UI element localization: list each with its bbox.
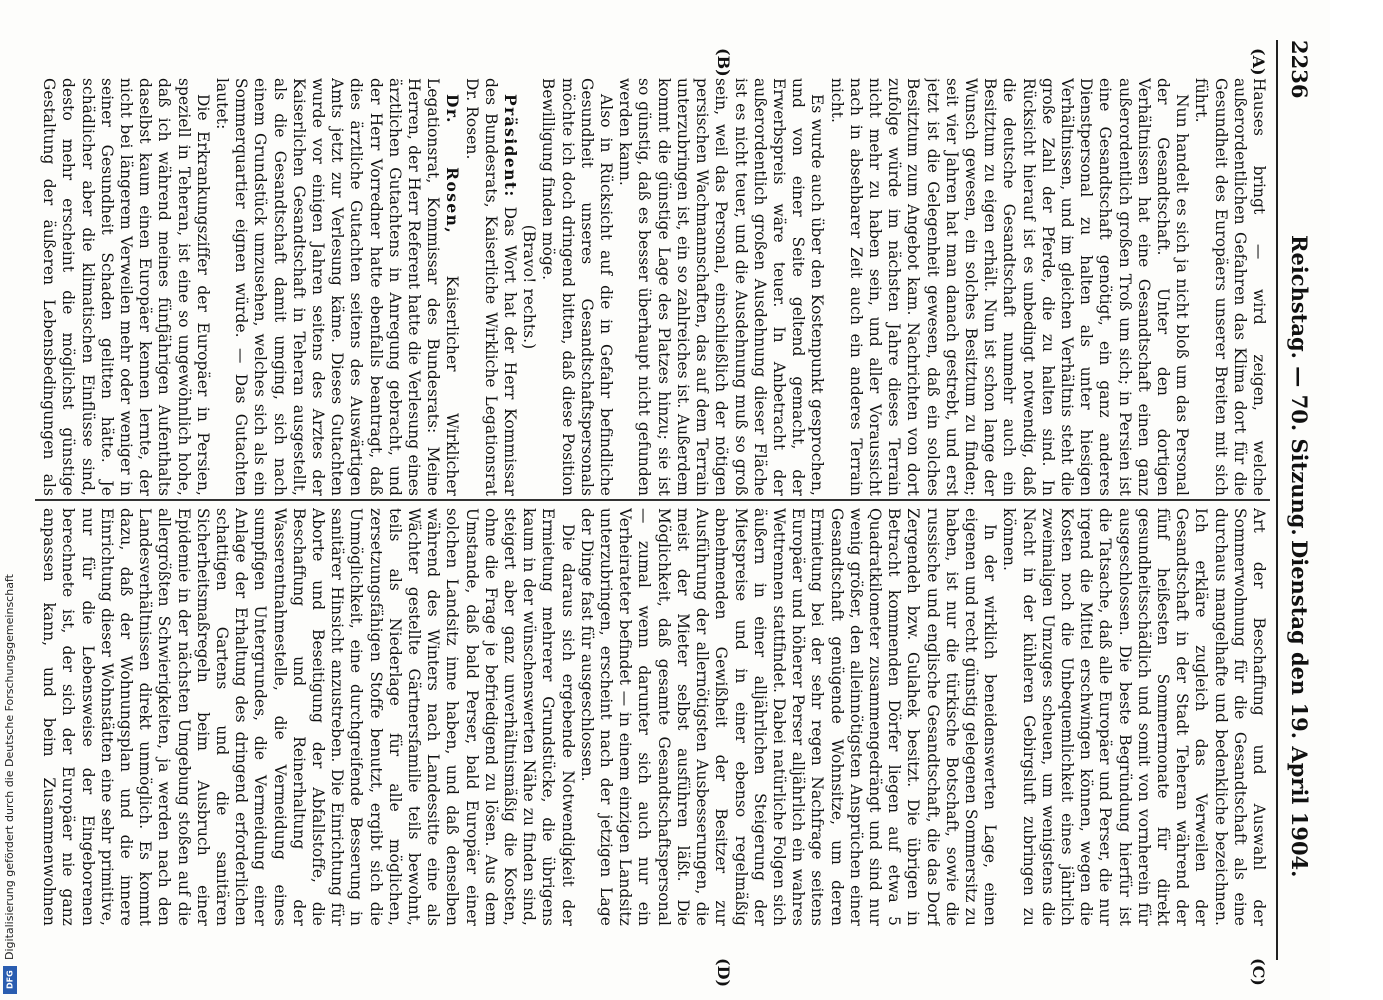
- margin-marker-d: (D): [714, 958, 733, 988]
- footer-credit-text: Digitalisierung gefördert durch die Deutsche Forschungsgemeinschaft: [3, 574, 16, 960]
- paragraph: Hauses bringt — wird zeigen, welche außerordentlichen Gefahren das Klima dort für die Gesundheit des Europäers unserer Breiten mit sich führt.: [1192, 78, 1268, 496]
- page-number: 2236: [1287, 40, 1312, 99]
- paragraph: Die daraus sich ergebende Notwendigkeit der Ermietung mehrerer Grundstücke, die übrigens kaum in der wünschenswerten Nähe zu finden sind, steigert aber ganz unverhältnismäßig die Kosten, ohne die Frage je befriedigend zu lösen. Aus dem Umstande, daß bald Perser, bald Europäer einer solchen Landsitz inne haben, und daß denselben während des Winters nach Landessitte eine als Wächter gestellte Gärtnersfamilie teils bewohnt, teils als Niederlage für alle möglichen, zersetzungsfähigen Stoffe benutzt, ergibt sich die Unmöglichkeit, eine durchgreifende Besserung in sanitärer Hinsicht anzustreben. Die Einrichtung für Aborte und Beseitigung der Abfallstoffe, die Beschaffung und Reinerhaltung der Wasserentnahmestelle, die Vermeidung eines sumpfigen Untergrundes, die Vermeidung einer Anlage der Erhaltung des dringend erforderlichen schattigen Gartens und die sanitären Sicherheitsmaßregeln beim Ausbruch einer Epidemie in der nächsten Umgebung stoßen auf die allergrößten Schwierigkeiten, ja werden nach den Landesverhältnissen direkt unmöglich. Es kommt dazu, daß der Wohnungsplan und die innere Einrichtung dieser Wohnstätten eine sehr primitive, nur für die Lebensweise der Eingeborenen berechnete ist, der sich der Europäer nie ganz anpassen kann, und beim Zusammenwohnen: [40, 508, 577, 926]
- paragraph-text: Kaiserlicher Wirklicher Legationsrat, Kommissar des Bundesrats: Meine Herren, der Herr Referent hatte die Verlesung eines ärztlichen Gutachtens in Anregung gebracht, und der Herr Vorredner hatte ebenfalls beantragt, daß dies ärztliche Gutachten seitens des Auswärtigen Amts jetzt zur Verlesung käme. Dieses Gutachten wurde vor einigen Jahren seitens des Arztes der Kaiserlichen Gesandtschaft in Teheran ausgestellt, als die Gesandtschaft damit umging, sich nach einem Grundstück umzusehen, welches sich als ein Sommerquartier eignen würde. — Das Gutachten lautet:: [213, 78, 462, 496]
- paragraph: Es wurde auch über den Kostenpunkt gesprochen, und von einer Seite geltend gemacht, der Erwerbspreis wäre teuer. In Anbetracht der außerordentlich großen Ausdehnung dieser Fläche ist es nicht teuer, und die Ausdehnung muß so groß sein, weil das Personal, einschließlich der nötigen persischen Wachmannschaften, das auf dem Terrain unterzubringen ist, ein so zahlreiches ist. Außerdem kommt die günstige Lage des Platzes hinzu; sie ist so günstig, daß es besser überhaupt nicht gefunden werden kann.: [616, 78, 827, 496]
- paragraph: In der wirklich beneidenswerten Lage, einen eigenen und recht günstig gelegenen Sommersitz zu haben, ist nur die türkische Botschaft, sowie die russische und englische Gesandtschaft, die das Dorf Zergendeh bzw. Gulahek besitzt. Die übrigen in Betracht kommenden Dörfer liegen auf etwa 5 Quadratkilometer zusammengedrängt und sind nur wenig größer, den alleinnötigsten Ansprüchen einer Gesandtschaft genügende Wohnsitze, um deren Ermietung bei der sehr regen Nachfrage seitens Europäer und höherer Perser alljährlich ein wahres Wettrennen stattfindet. Dabei natürliche Folgen sich äußern in einer alljährlichen Steigerung der Mietspreise und in einer ebenso regelmäßig abnehmenden Gewißheit der Besitzer zur Ausführung der allernötigsten Ausbesserungen, die meist der Mieter selbst ausführen läßt. Die Möglichkeit, daß gesamte Gesandtschaftspersonal — zumal wenn darunter sich auch nur ein Verheirateter befindet — in einem einzigen Landsitz unterzubringen, erscheint nach der jetzigen Lage der Dinge fast für ausgeschlossen.: [577, 508, 1000, 926]
- page-date: Dienstag den 19. April 1904.: [1287, 540, 1312, 878]
- page-title: Reichstag. — 70. Sitzung.: [1287, 235, 1312, 536]
- paragraph: Art der Beschaffung und Auswahl der Sommerwohnung für die Gesandtschaft als eine durchaus mangelhafte und bedenkliche bezeichnen. Ich erkläre zugleich das Verweilen der Gesandtschaft in der Stadt Teheran während der fünf heißesten Sommermonate für direkt gesundheitsschädlich und somit von vornherein für ausgeschlossen. Die beste Begründung hierfür ist die Tatsache, daß alle Europäer und Perser, die nur irgend die Mittel erschwingen können, wegen die Kosten noch die Unbequemlichkeit eines jährlich zweimaligen Umzuges scheuen, um wenigstens die Nacht in der kühleren Gebirgsluft zubringen zu können.: [1000, 508, 1268, 926]
- margin-marker-b: (B): [714, 48, 733, 77]
- speaker-name: Präsident:: [501, 94, 520, 198]
- left-column: [38, 78, 1268, 496]
- margin-marker-a: (A): [1249, 48, 1268, 76]
- footer-credit: [0, 0, 20, 1000]
- paragraph-text: Das Wort hat der Herr Kommissar des Bundesrats, Kaiserliche Wirkliche Legationsrat Dr. Rosen.: [462, 78, 520, 496]
- applause-note: (Bravo! rechts.): [520, 224, 539, 350]
- page-header: [1280, 40, 1312, 960]
- paragraph: Also in Rücksicht auf die in Gefahr befindliche Gesundheit unseres Gesandtschaftspersonals möchte ich doch dringend bitten, daß diese Position Bewilligung finden möge.: [539, 78, 616, 496]
- column-divider: [35, 499, 1270, 501]
- paragraph: Die Erkrankungsziffer der Europäer in Persien, speziell in Teheran, ist eine so ungewöhnlich hohe, daß ich während meines fünfjährigen Aufenthalts daselbst kaum einen Europäer kennen lernte, der nicht bei längerem Verweilen mehr oder weniger in seiner Gesundheit Schaden gelitten hätte. Je schädlicher aber die klimatischen Einflüsse sind, desto mehr erscheint die möglichst günstige Gestaltung der äußeren Lebensbedingungen als: [40, 78, 212, 496]
- margin-marker-c: (C): [1249, 958, 1268, 986]
- paragraph: Nun handelt es sich ja nicht bloß um das Personal der Gesandtschaft. Unter den dortigen Verhältnissen hat eine Gesandtschaft einen ganz außerordentlich großen Troß um sich; in Persien ist eine Gesandtschaft genötigt, ein ganz anderes Dienstpersonal zu halten als unter hiesigen Verhältnissen, und im gleichen Verhältnis steht die große Zahl der Pferde, die zu halten sind. In Rücksicht hierauf ist es unbedingt notwendig, daß die deutsche Gesandtschaft nunmehr auch ein Besitztum zu eigen erhält. Nun ist schon lange der Wunsch gewesen, ein solches Besitztum zu finden; seit vier Jahren hat man danach gestrebt, und erst jetzt ist die Gelegenheit gewesen, daß ein solches Besitztum zum Angebot kam. Nachrichten von dort zufolge würde im nächsten Jahre dieses Terrain nicht mehr zu haben sein, und aller Voraussicht nach in absehbarer Zeit auch ein anderes Terrain nicht.: [827, 78, 1192, 496]
- header-rule: [1276, 40, 1278, 960]
- paragraph: [212, 78, 462, 496]
- dfg-logo: DFG: [3, 966, 17, 994]
- right-column: [38, 508, 1268, 926]
- paragraph: [461, 78, 519, 496]
- speaker-name: Dr. Rosen,: [443, 94, 462, 235]
